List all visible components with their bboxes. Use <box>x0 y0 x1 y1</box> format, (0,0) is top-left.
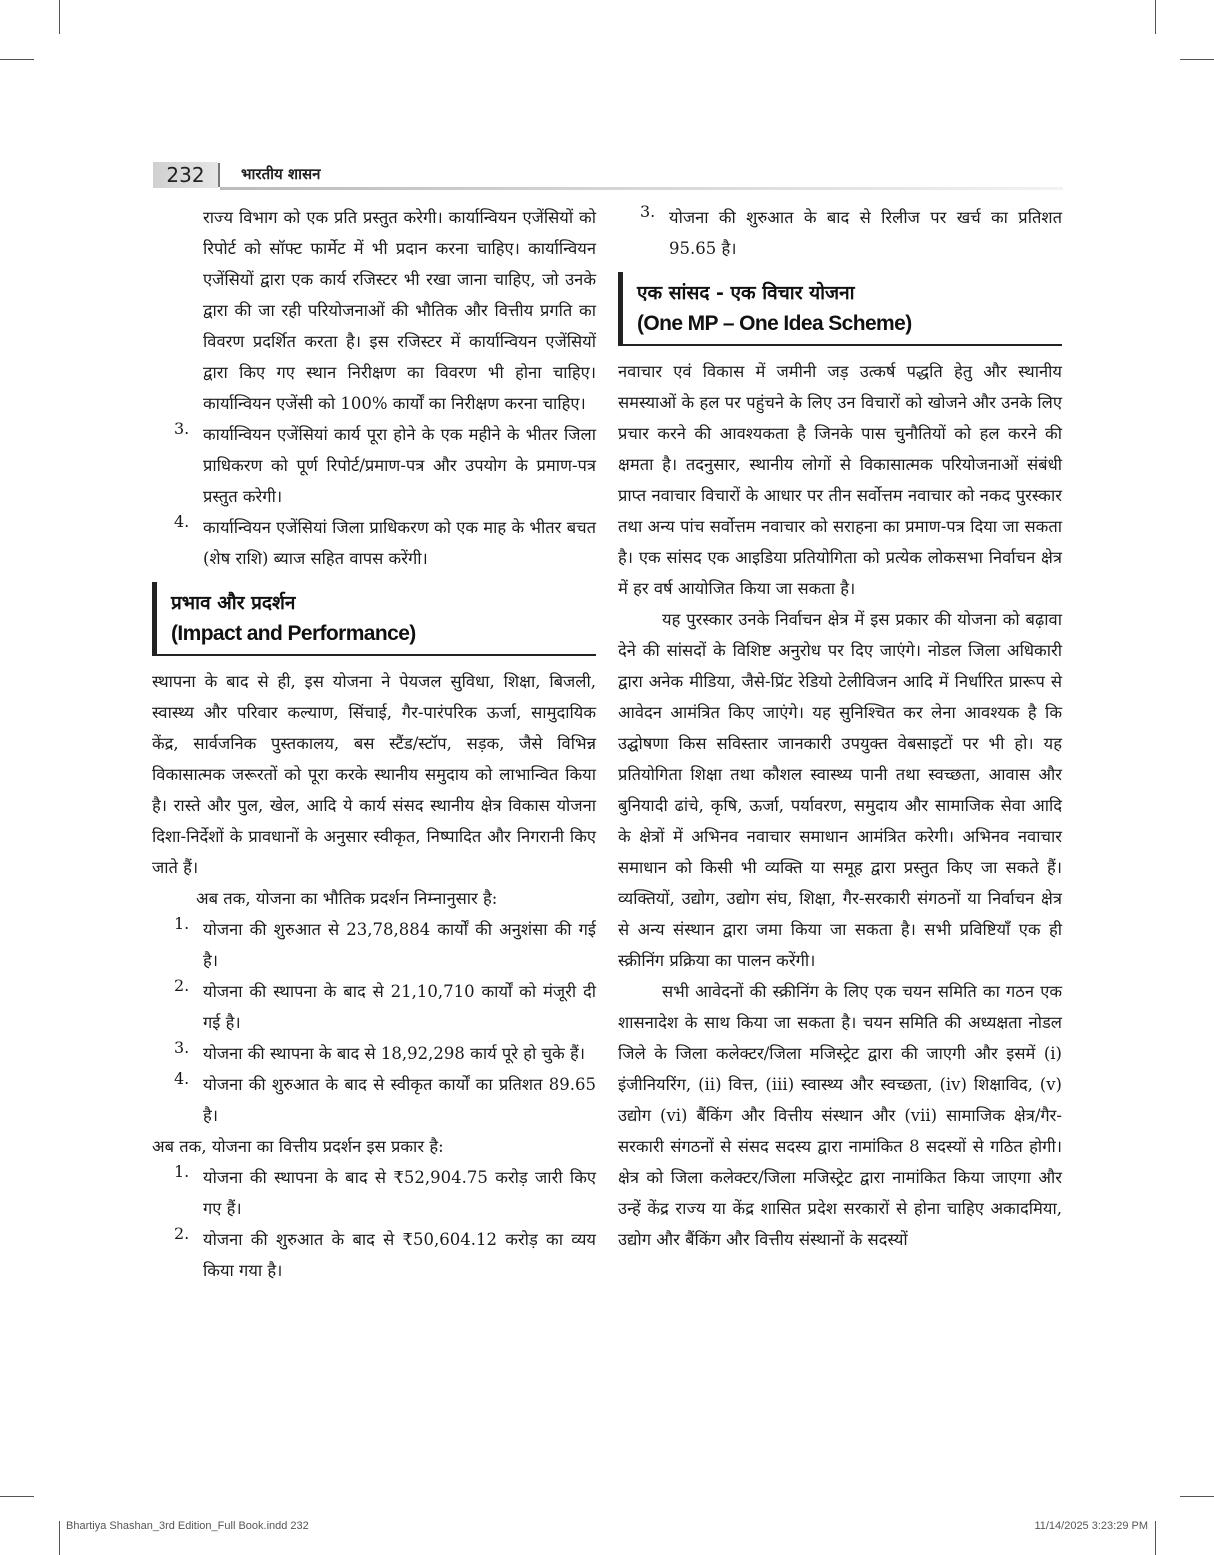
committee-paragraph: सभी आवेदनों की स्क्रीनिंग के लिए एक चयन समिति का गठन एक शासनादेश के साथ किया जा सकता है। चयन समिति की अध्यक्षता नोडल जिले के जिला कलेक्टर/जिला मजिस्ट्रेट द्वारा की जाएगी और इसमें (i) इंजीनियरिंग, (ii) वित्त, (iii) स्वास्थ्य और स्वच्छता, (iv) शिक्षाविद, (v) उद्योग (vi) बैंकिंग और वित्तीय संस्थान और (vii) सामाजिक क्षेत्र/गैर-सरकारी संगठनों से संसद सदस्य द्वारा नामांकित 8 सदस्यों से गठित होगी। क्षेत्र को जिला कलेक्टर/जिला मजिस्ट्रेट द्वारा नामांकित किया जाएगा और उन्हें केंद्र राज्य या केंद्र शासित प्रदेश सरकारों से होना चाहिए अकादमिया, उद्योग और बैंकिंग और वित्तीय संस्थानों के सदस्यों <box>618 982 1062 1249</box>
page-header <box>153 160 1063 190</box>
list-item <box>152 1162 596 1224</box>
running-head: भारतीय शासन <box>241 165 321 183</box>
list-text: कार्यान्वियन एजेंसियां जिला प्राधिकरण को एक माह के भीतर बचत (शेष राशि) ब्याज सहित वापस करेंगी। <box>203 518 596 568</box>
list-item <box>152 1224 596 1286</box>
list-number: 3. <box>640 202 656 221</box>
list-item <box>152 1069 596 1131</box>
impact-paragraph: स्थापना के बाद से ही, इस योजना ने पेयजल सुविधा, शिक्षा, बिजली, स्वास्थ्य और परिवार कल्याण, सिंचाई, गैर-पारंपरिक ऊर्जा, सामुदायिक केंद्र, सार्वजनिक पुस्तकालय, बस स्टैंड/स्टॉप, सड़क, जैसे विभिन्न विकासात्मक जरूरतों को पूरा करके स्थानीय समुदाय को लाभान्वित किया है। रास्ते और पुल, खेल, आदि ये कार्य संसद स्थानीय क्षेत्र विकास योजना दिशा-निर्देशों के प्रावधानों के अनुसार स्वीकृत, निष्पादित और निगरानी किए जाते हैं। <box>152 672 596 877</box>
section-title-hindi: प्रभाव और प्रदर्शन <box>171 592 296 614</box>
section-heading <box>152 582 596 656</box>
right-column <box>618 202 1062 1255</box>
list-item <box>152 1038 596 1069</box>
left-column <box>152 202 596 1286</box>
crop-mark <box>59 1521 60 1555</box>
list-number: 3. <box>174 1038 190 1057</box>
award-paragraph: यह पुरस्कार उनके निर्वाचन क्षेत्र में इस प्रकार की योजना को बढ़ावा देने की सांसदों के विशिष्ट अनुरोध पर दिए जाएंगे। नोडल जिला अधिकारी द्वारा अनेक मीडिया, जैसे-प्रिंट रेडियो टेलीविजन आदि में निर्धारित प्रारूप से आवेदन आमंत्रित किए जाएंगे। यह सुनिश्चित कर लेना आवश्यक है कि उद्घोषणा किस सविस्तार जानकारी उपयुक्त वेबसाइटों पर भी हो। यह प्रतियोगिता शिक्षा तथा कौशल स्वास्थ्य पानी तथा स्वच्छता, आवास और बुनियादी ढांचे, कृषि, ऊर्जा, पर्यावरण, समुदाय और सामाजिक सेवा आदि के क्षेत्रों में अभिनव नवाचार समाधान आमंत्रित करेगी। अभिनव नवाचार समाधान को किसी भी व्यक्ति या समूह द्वारा प्रस्तुत किए जा सकते हैं। व्यक्तियों, उद्योग, उद्योग संघ, शिक्षा, गैर-सरकारी संगठनों या निर्वाचन क्षेत्र से अन्य संस्थान द्वारा जमा किया जा सकता है। सभी प्रविष्टियाँ एक ही स्क्रीनिंग प्रक्रिया का पालन करेंगी। <box>618 610 1062 970</box>
header-rule <box>220 187 1063 190</box>
scheme-paragraph: नवाचार एवं विकास में जमीनी जड़ उत्कर्ष पद्धति हेतु और स्थानीय समस्याओं के हल पर पहुंचने के लिए उन विचारों को खोजने और उनके लिए प्रचार करने की आवश्यकता है जिनके पास चुनौतियों को हल करने की क्षमता है। तदनुसार, स्थानीय लोगों से विकासात्मक परियोजनाओं संबंधी प्राप्त नवाचार विचारों के आधार पर तीन सर्वोत्तम नवाचार को नकद पुरस्कार तथा अन्य पांच सर्वोत्तम नवाचार को सराहना का प्रमाण-पत्र दिया जा सकता है। एक सांसद एक आइडिया प्रतियोगिता को प्रत्येक लोकसभा निर्वाचन क्षेत्र में हर वर्ष आयोजित किया जा सकता है। <box>618 362 1062 598</box>
list-text: योजना की शुरुआत से 23,78,884 कार्यों की अनुशंसा की गई है। <box>203 920 596 970</box>
financial-intro: अब तक, योजना का वित्तीय प्रदर्शन इस प्रकार है: <box>152 1137 444 1156</box>
continuation-paragraph: राज्य विभाग को एक प्रति प्रस्तुत करेगी। कार्यान्वियन एजेंसियों को रिपोर्ट को सॉफ्ट फार्मेट में भी प्रदान करना चाहिए। कार्यान्वियन एजेंसियों द्वारा एक कार्य रजिस्टर भी रखा जाना चाहिए, जो उनके द्वारा की जा रही परियोजनाओं की भौतिक और वित्तीय प्रगति का विवरण प्रदर्शित करता है। इस रजिस्टर में कार्यान्वियन एजेंसियों द्वारा किए गए स्थान निरीक्षण का विवरण भी होना चाहिए। कार्यान्वियन एजेंसी को 100% कार्यों का निरीक्षण करना चाहिए। <box>203 208 596 413</box>
list-text: योजना की शुरुआत के बाद से रिलीज पर खर्च का प्रतिशत 95.65 है। <box>669 208 1062 258</box>
list-item <box>618 202 1062 264</box>
crop-mark <box>1155 0 1156 34</box>
header-divider <box>218 163 220 187</box>
list-number: 4. <box>174 1069 190 1088</box>
list-item <box>152 976 596 1038</box>
physical-intro: अब तक, योजना का भौतिक प्रदर्शन निम्नानुसार है: <box>196 889 498 908</box>
section-title-english: (One MP – One Idea Scheme) <box>637 312 912 335</box>
list-text: योजना की स्थापना के बाद से 21,10,710 कार्यों को मंजूरी दी गई है। <box>203 982 596 1032</box>
crop-mark <box>1180 1496 1214 1497</box>
list-number: 4. <box>174 512 190 531</box>
crop-mark <box>59 0 60 34</box>
list-text: योजना की स्थापना के बाद से 18,92,298 कार्य पूरे हो चुके हैं। <box>203 1044 585 1063</box>
crop-mark <box>1155 1521 1156 1555</box>
footer-filename: Bhartiya Shashan_3rd Edition_Full Book.indd 232 <box>66 1520 309 1532</box>
list-text: योजना की स्थापना के बाद से ₹52,904.75 करोड़ जारी किए गए हैं। <box>203 1168 596 1218</box>
list-number: 1. <box>174 1162 190 1181</box>
crop-mark <box>0 1496 34 1497</box>
list-number: 2. <box>174 1224 190 1243</box>
crop-mark <box>1180 59 1214 60</box>
list-item <box>152 914 596 976</box>
list-number: 2. <box>174 976 190 995</box>
section-title-hindi: एक सांसद - एक विचार योजना <box>637 282 855 304</box>
crop-mark <box>0 59 34 60</box>
list-text: कार्यान्वियन एजेंसियां कार्य पूरा होने के एक महीने के भीतर जिला प्राधिकरण को पूर्ण रिपोर्ट/प्रमाण-पत्र और उपयोग के प्रमाण-पत्र प्रस्तुत करेगी। <box>203 425 596 506</box>
section-heading <box>618 272 1062 346</box>
list-item <box>152 419 596 512</box>
footer-timestamp: 11/14/2025 3:23:29 PM <box>1034 1520 1148 1532</box>
list-number: 1. <box>174 914 190 933</box>
list-text: योजना की शुरुआत के बाद से ₹50,604.12 करोड़ का व्यय किया गया है। <box>203 1230 596 1280</box>
list-item <box>152 512 596 574</box>
list-number: 3. <box>174 419 190 438</box>
section-title-english: (Impact and Performance) <box>171 622 416 645</box>
page-number: 232 <box>153 162 218 188</box>
list-text: योजना की शुरुआत के बाद से स्वीकृत कार्यों का प्रतिशत 89.65 है। <box>203 1075 596 1125</box>
